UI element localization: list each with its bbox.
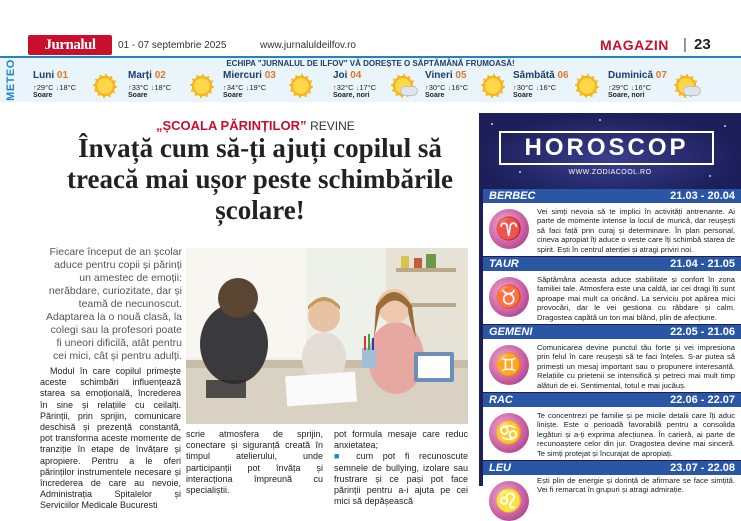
- sign-name: TAUR: [489, 258, 519, 270]
- day-number: 03: [264, 70, 276, 81]
- temp-low: 18°C: [59, 83, 77, 92]
- weather-strip: [0, 56, 741, 102]
- temp-low: 16°C: [634, 83, 652, 92]
- bullet-icon: ■: [334, 451, 347, 462]
- temp-high: 29°C: [611, 83, 629, 92]
- sign-dates: 21.03 - 20.04: [670, 190, 735, 202]
- day-name: Luni: [33, 70, 55, 81]
- arrow-down-icon: ↓: [355, 83, 360, 92]
- cloud-icon: [683, 86, 701, 96]
- sign-text: Te concentrezi pe familie și pe micile detalii care îți aduc liniște. Este o perioadă favorabilă pentru a consolida legături și a-ți exprima afecțiunea. În carieră, ai parte de recunoaștere celor din jur. Dragostea devine mai sinceră. Te simți protejat și încurajat de apropiați.: [537, 411, 735, 458]
- article-kicker: [156, 118, 355, 133]
- page-header: [0, 0, 741, 56]
- taurus-icon: ♉: [489, 277, 529, 317]
- cloud-icon: [400, 86, 418, 96]
- sign-name: BERBEC: [489, 190, 536, 202]
- arrow-down-icon: ↓: [245, 83, 250, 92]
- day-number: 04: [350, 70, 362, 81]
- meteo-label-text: METEO: [4, 59, 17, 101]
- weather-condition: Soare: [223, 92, 243, 99]
- sign-dates: 22.06 - 22.07: [670, 394, 735, 406]
- temp-low: 17°C: [359, 83, 377, 92]
- weather-day: [605, 70, 700, 102]
- day-number: 07: [655, 70, 667, 81]
- sun-icon: [480, 73, 506, 99]
- sun-icon: [574, 73, 600, 99]
- day-name: Joi: [333, 70, 348, 81]
- article-headline: Învață cum să-ți ajuți copilul să treacă mai ușor peste schimbările școlare!: [67, 133, 453, 225]
- kicker-suffix: REVINE: [310, 119, 355, 133]
- sign-text: Ești plin de energie și dorință de afirmare se face simțită. Vei fi remarcat în grupuri și atragi admirație.: [537, 476, 735, 495]
- weather-condition: Soare: [128, 92, 148, 99]
- day-name: Duminică: [608, 70, 654, 81]
- temp-high: 30°C: [516, 83, 534, 92]
- sign-text: Săptămâna aceasta aduce stabilitate și confort în zona familiei tale. Atmosfera este una caldă, iar cei dragi îți sunt aproape mai mult ca oricând. La serviciu pot apărea mici provocări, dar le vei gestiona cu răbdare și calm. Dragostea capătă un ton mai blând, plin de afecțiune.: [537, 275, 735, 322]
- temp-high: 33°C: [131, 83, 149, 92]
- leo-icon: ♌: [489, 481, 529, 521]
- weather-condition: Soare: [425, 92, 445, 99]
- weather-condition: Soare, nori: [333, 92, 370, 99]
- horoscope-panel: [479, 113, 741, 513]
- arrow-down-icon: ↓: [55, 83, 60, 92]
- article-body-column-2: scrie atmosfera de sprijin, conectare și siguranță creată în timpul atelierului, unde participanții pot învăța și interacționa împreună cu specialiștii.: [186, 429, 323, 496]
- weather-day: [330, 70, 425, 102]
- sun-icon: [92, 73, 118, 99]
- arrow-up-icon: ↑: [513, 83, 517, 92]
- weather-condition: Soare: [513, 92, 533, 99]
- horoscope-header: [479, 113, 741, 189]
- sign-dates: 22.05 - 21.06: [670, 326, 735, 338]
- sign-name: GEMENI: [489, 326, 533, 338]
- day-name: Vineri: [425, 70, 453, 81]
- sign-header: [483, 189, 741, 203]
- zodiac-sign-gemeni: [483, 325, 741, 392]
- zodiac-sign-taur: [483, 257, 741, 324]
- zodiac-sign-leu: [483, 461, 741, 513]
- arrow-down-icon: ↓: [447, 83, 452, 92]
- sign-header: [483, 325, 741, 339]
- sign-name: LEU: [489, 462, 511, 474]
- newspaper-logo[interactable]: [28, 35, 112, 55]
- weather-condition: Soare, nori: [608, 92, 645, 99]
- site-url[interactable]: www.jurnaluldeilfov.ro: [260, 40, 356, 51]
- day-name: Miercuri: [223, 70, 262, 81]
- sign-dates: 23.07 - 22.08: [670, 462, 735, 474]
- weather-condition: Soare: [33, 92, 53, 99]
- weather-day: [220, 70, 315, 102]
- day-number: 05: [455, 70, 467, 81]
- day-number: 02: [154, 70, 166, 81]
- page-number: 23: [694, 36, 711, 53]
- sign-header: [483, 257, 741, 271]
- body-text: cum pot fi recunoscute semnele de bullying, izolare sau frustrare și ce pași pot face părinții pentru a-i ajuta pe cei mici să depășească: [334, 451, 469, 507]
- article-photo: [186, 248, 468, 424]
- zodiac-sign-rac: [483, 393, 741, 460]
- horoscope-site[interactable]: WWW.ZODIACOOL.RO: [568, 169, 652, 176]
- day-number: 06: [557, 70, 569, 81]
- day-name: Marți: [128, 70, 152, 81]
- zodiac-sign-berbec: [483, 189, 741, 256]
- sign-header: [483, 393, 741, 407]
- temp-high: 30°C: [428, 83, 446, 92]
- sign-text: Comunicarea devine punctul tău forte și vei impresiona prin felul în care reușești să te faci înțeles. S-ar putea să primești un mesaj important sau o propunere interesantă. Relațiile cu prietenii se intensifică și petreci mai mult timp alături de ei. Sentimental, totul e mai jucăuș.: [537, 343, 735, 390]
- arrow-up-icon: ↑: [223, 83, 227, 92]
- aries-icon: ♈: [489, 209, 529, 249]
- arrow-up-icon: ↑: [425, 83, 429, 92]
- weather-day: [510, 70, 605, 102]
- sign-dates: 21.04 - 21.05: [670, 258, 735, 270]
- cancer-icon: ♋: [489, 413, 529, 453]
- parent-child-illustration: [186, 248, 468, 424]
- arrow-up-icon: ↑: [608, 83, 612, 92]
- header-separator: |: [683, 36, 687, 53]
- temp-high: 32°C: [336, 83, 354, 92]
- temp-low: 18°C: [154, 83, 172, 92]
- sun-cloud-icon: [673, 73, 699, 99]
- arrow-up-icon: ↑: [333, 83, 337, 92]
- article-body-column-1: Modul în care copilul primește aceste schimbări influențează starea sa emoțională, încrederea în sine și relațiile cu ceilalți. Părinții, prin sprijin, comunicare deschisă și prezență constantă, pot transforma aceste momente de tranziție în etape de învățare și apropiere. Pentru a le oferi părinților instrumentele necesare și încrederea de care au nevoie, Administrația Spitalelor și Serviciilor Medicale Bucuresti: [40, 366, 181, 511]
- weather-day: [30, 70, 125, 102]
- temp-low: 16°C: [539, 83, 557, 92]
- sun-icon: [288, 73, 314, 99]
- weather-day: [422, 70, 517, 102]
- issue-date: 01 - 07 septembrie 2025: [118, 40, 227, 51]
- day-number: 01: [56, 70, 69, 81]
- section-name: MAGAZIN: [600, 37, 669, 53]
- sun-icon: [189, 73, 215, 99]
- article-lead: Fiecare început de an școlar aduce pentru copii și părinți un amestec de emoții: nerăbdare, curiozitate, dar și teamă de necunoscut. Adaptarea la o nouă clasă, la colegi sau la profesori poate fi uneori dificilă, atât pentru cei mici, cât și pentru adulți.: [45, 246, 182, 362]
- sign-text: Vei simți nevoia să te implici în activități antrenante. Ai parte de momente intense la locul de muncă, dar reușești să faci față prin curaj și determinare. În plan personal, cineva apropiat îți aduce o veste care îți schimbă starea de spirit. Ești în centrul atenției și atragi priviri noi.: [537, 207, 735, 254]
- weather-day: [125, 70, 220, 102]
- logo-text: Jurnalul: [44, 37, 96, 53]
- arrow-up-icon: ↑: [33, 83, 37, 92]
- sign-name: RAC: [489, 394, 513, 406]
- body-text: pot formula mesaje care reduc anxietatea;: [334, 429, 468, 451]
- arrow-down-icon: ↓: [150, 83, 155, 92]
- day-name: Sâmbătă: [513, 70, 555, 81]
- gemini-icon: ♊: [489, 345, 529, 385]
- horoscope-title: HOROSCOP: [499, 131, 714, 165]
- weather-title: ECHIPA "JURNALUL DE ILFOV" VĂ DOREȘTE O SĂPTĂMÂNĂ FRUMOASĂ!: [226, 59, 515, 68]
- arrow-down-icon: ↓: [535, 83, 540, 92]
- arrow-up-icon: ↑: [128, 83, 132, 92]
- arrow-down-icon: ↓: [630, 83, 635, 92]
- temp-high: 29°C: [36, 83, 54, 92]
- temp-high: 34°C: [226, 83, 244, 92]
- temp-low: 16°C: [451, 83, 469, 92]
- article-body-column-3: [334, 429, 468, 507]
- sun-cloud-icon: [390, 73, 416, 99]
- kicker-title: „ȘCOALA PĂRINȚILOR”: [156, 118, 307, 133]
- temp-low: 19°C: [249, 83, 267, 92]
- sign-header: [483, 461, 741, 475]
